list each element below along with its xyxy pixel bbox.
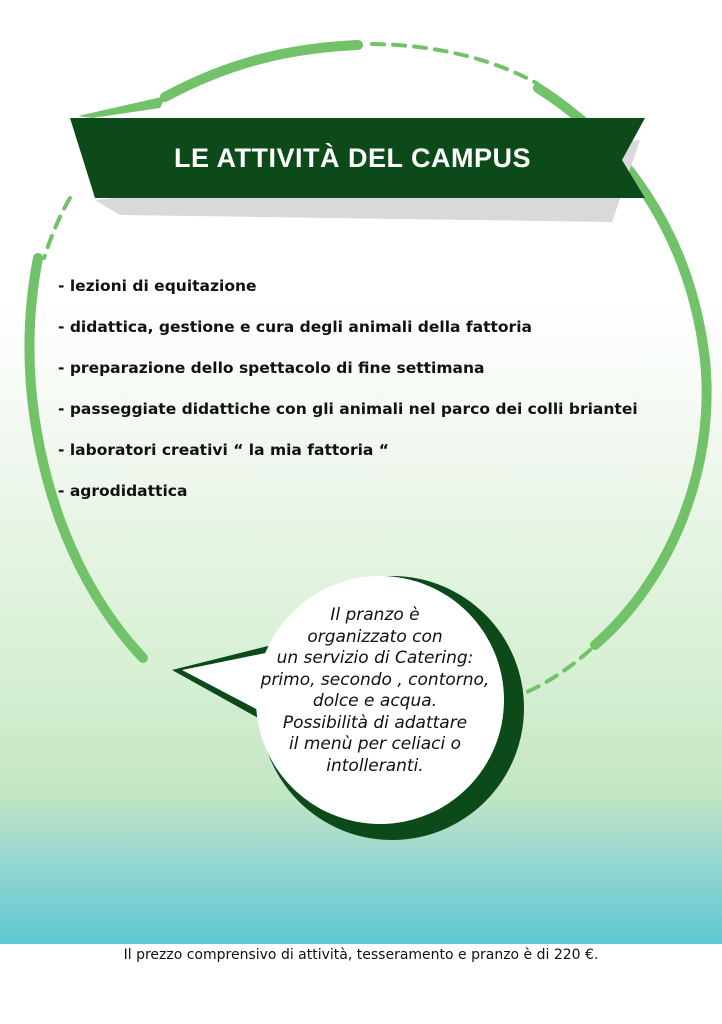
bubble-line: un servizio di Catering: (276, 648, 474, 668)
list-item: - passeggiate didattiche con gli animali nel parco dei colli briantei (58, 400, 638, 418)
list-item: - lezioni di equitazione (58, 277, 257, 295)
banner-accent-wedge (78, 96, 166, 118)
circle-arc-left-dashed (44, 198, 70, 258)
bubble-line: Possibilità di adattare (282, 712, 468, 733)
list-item: - didattica, gestione e cura degli animali della fattoria (58, 318, 532, 336)
bubble-line: il menù per celiaci o (288, 734, 461, 754)
activities-list (58, 273, 698, 519)
page-title: LE ATTIVITÀ DEL CAMPUS (173, 142, 531, 173)
circle-arc-top-dashed (372, 44, 538, 84)
lunch-info-text (240, 605, 510, 777)
bubble-line: primo, secondo , contorno, (260, 669, 490, 690)
price-note: Il prezzo comprensivo di attività, tesseramento e pranzo è di 220 €. (123, 947, 599, 963)
list-item: - agrodidattica (58, 482, 188, 500)
list-item: - laboratori creativi “ la mia fattoria “ (58, 441, 389, 459)
bubble-line: dolce e acqua. (312, 691, 438, 711)
list-item: - preparazione dello spettacolo di fine settimana (58, 359, 485, 377)
circle-arc-top (165, 45, 358, 97)
bubble-line: intolleranti. (326, 755, 424, 776)
bubble-line: Il pranzo è (330, 605, 420, 625)
circle-arc-right-dashed (520, 650, 590, 695)
bubble-line: organizzato con (307, 626, 443, 647)
